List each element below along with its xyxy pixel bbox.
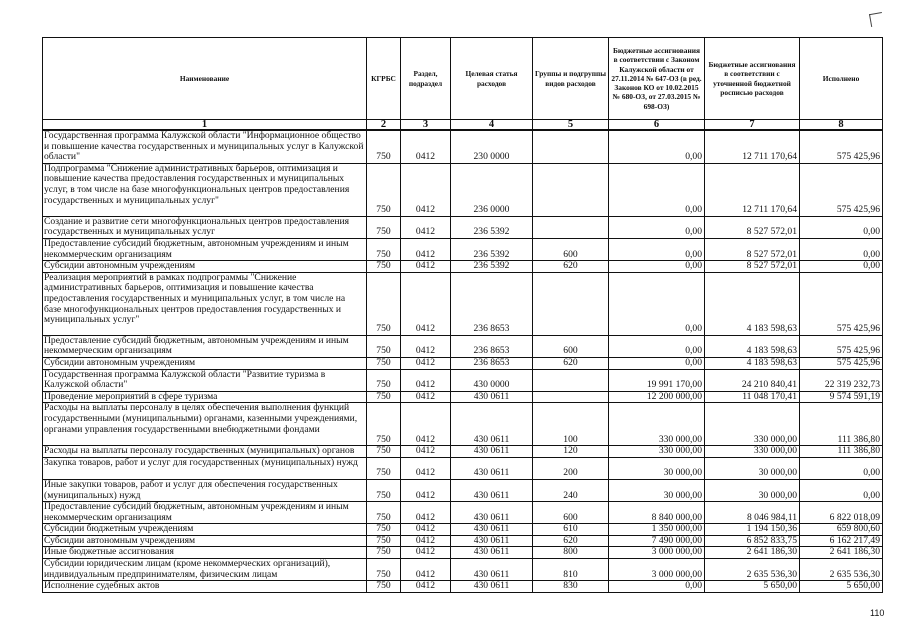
header-section: Раздел, подраздел <box>401 38 451 120</box>
row-target: 236 8653 <box>451 272 533 335</box>
row-group: 620 <box>533 357 609 369</box>
row-ktrbs: 750 <box>367 403 401 446</box>
row-executed: 22 319 232,73 <box>800 369 883 391</box>
row-group: 620 <box>533 535 609 547</box>
row-refined-allocation: 2 641 186,30 <box>705 547 800 559</box>
row-refined-allocation: 330 000,00 <box>705 446 800 458</box>
row-group <box>533 272 609 335</box>
row-name: Исполнение судебных актов <box>43 581 367 593</box>
row-executed: 0,00 <box>800 216 883 238</box>
row-target: 430 0611 <box>451 502 533 524</box>
row-target: 430 0000 <box>451 369 533 391</box>
row-refined-allocation: 4 183 598,63 <box>705 272 800 335</box>
row-ktrbs: 750 <box>367 502 401 524</box>
row-law-allocation: 0,00 <box>609 272 705 335</box>
row-target: 236 0000 <box>451 163 533 216</box>
row-law-allocation: 0,00 <box>609 216 705 238</box>
row-name: Закупка товаров, работ и услуг для государственных (муниципальных) нужд <box>43 457 367 479</box>
row-target: 236 8653 <box>451 357 533 369</box>
row-group: 200 <box>533 457 609 479</box>
row-refined-allocation: 5 650,00 <box>705 581 800 593</box>
table-row <box>43 216 883 238</box>
header-target: Целевая статья расходов <box>451 38 533 120</box>
row-section: 0412 <box>401 272 451 335</box>
row-executed: 575 425,96 <box>800 335 883 357</box>
row-law-allocation: 30 000,00 <box>609 457 705 479</box>
header-refined-allocations: Бюджетные ассигнования в соответствии с уточненной бюджетной росписью расходов <box>705 38 800 120</box>
row-refined-allocation: 24 210 840,41 <box>705 369 800 391</box>
header-executed: Исполнено <box>800 38 883 120</box>
row-group: 800 <box>533 547 609 559</box>
row-ktrbs: 750 <box>367 261 401 273</box>
row-group: 100 <box>533 403 609 446</box>
row-group <box>533 130 609 163</box>
row-refined-allocation: 1 194 150,36 <box>705 524 800 536</box>
row-refined-allocation: 330 000,00 <box>705 403 800 446</box>
row-target: 236 8653 <box>451 335 533 357</box>
table-row <box>43 479 883 501</box>
row-executed: 0,00 <box>800 261 883 273</box>
table-row <box>43 581 883 593</box>
row-name: Предоставление субсидий бюджетным, автономным учреждениям и иным некоммерческим организациям <box>43 335 367 357</box>
row-executed: 575 425,96 <box>800 130 883 163</box>
row-refined-allocation: 6 852 833,75 <box>705 535 800 547</box>
row-ktrbs: 750 <box>367 238 401 260</box>
row-group: 600 <box>533 238 609 260</box>
row-target: 430 0611 <box>451 457 533 479</box>
row-section: 0412 <box>401 457 451 479</box>
row-executed: 111 386,80 <box>800 403 883 446</box>
table-row <box>43 163 883 216</box>
row-group: 810 <box>533 559 609 581</box>
row-group: 610 <box>533 524 609 536</box>
row-refined-allocation: 12 711 170,64 <box>705 163 800 216</box>
row-target: 430 0611 <box>451 581 533 593</box>
row-section: 0412 <box>401 524 451 536</box>
row-target: 430 0611 <box>451 559 533 581</box>
row-ktrbs: 750 <box>367 547 401 559</box>
table-row <box>43 559 883 581</box>
row-law-allocation: 1 350 000,00 <box>609 524 705 536</box>
row-ktrbs: 750 <box>367 457 401 479</box>
table-row <box>43 130 883 163</box>
row-section: 0412 <box>401 357 451 369</box>
row-target: 430 0611 <box>451 403 533 446</box>
row-executed: 9 574 591,19 <box>800 391 883 403</box>
column-number: 7 <box>705 120 800 131</box>
column-number-row <box>43 120 883 131</box>
table-row <box>43 261 883 273</box>
row-ktrbs: 750 <box>367 479 401 501</box>
row-group <box>533 163 609 216</box>
row-group: 600 <box>533 335 609 357</box>
row-law-allocation: 8 840 000,00 <box>609 502 705 524</box>
row-law-allocation: 0,00 <box>609 261 705 273</box>
row-section: 0412 <box>401 163 451 216</box>
row-refined-allocation: 30 000,00 <box>705 479 800 501</box>
row-executed: 0,00 <box>800 238 883 260</box>
row-refined-allocation: 30 000,00 <box>705 457 800 479</box>
row-ktrbs: 750 <box>367 581 401 593</box>
row-ktrbs: 750 <box>367 391 401 403</box>
row-target: 430 0611 <box>451 391 533 403</box>
row-name: Предоставление субсидий бюджетным, автономным учреждениям и иным некоммерческим организациям <box>43 502 367 524</box>
row-law-allocation: 3 000 000,00 <box>609 547 705 559</box>
row-target: 236 5392 <box>451 216 533 238</box>
row-section: 0412 <box>401 446 451 458</box>
column-number: 5 <box>533 120 609 131</box>
row-ktrbs: 750 <box>367 369 401 391</box>
row-target: 430 0611 <box>451 479 533 501</box>
row-refined-allocation: 2 635 536,30 <box>705 559 800 581</box>
row-target: 230 0000 <box>451 130 533 163</box>
table-row <box>43 369 883 391</box>
row-name: Предоставление субсидий бюджетным, автономным учреждениям и иным некоммерческим организациям <box>43 238 367 260</box>
row-law-allocation: 3 000 000,00 <box>609 559 705 581</box>
column-number: 6 <box>609 120 705 131</box>
column-number: 2 <box>367 120 401 131</box>
row-target: 430 0611 <box>451 524 533 536</box>
row-refined-allocation: 12 711 170,64 <box>705 130 800 163</box>
row-law-allocation: 0,00 <box>609 357 705 369</box>
table-row <box>43 391 883 403</box>
row-executed: 6 822 018,09 <box>800 502 883 524</box>
row-law-allocation: 19 991 170,00 <box>609 369 705 391</box>
row-executed: 6 162 217,49 <box>800 535 883 547</box>
row-refined-allocation: 8 527 572,01 <box>705 216 800 238</box>
row-refined-allocation: 8 527 572,01 <box>705 261 800 273</box>
row-name: Субсидии бюджетным учреждениям <box>43 524 367 536</box>
table-row <box>43 446 883 458</box>
row-executed: 5 650,00 <box>800 581 883 593</box>
header-row <box>43 38 883 120</box>
row-name: Расходы на выплаты персоналу государственных (муниципальных) органов <box>43 446 367 458</box>
row-group: 240 <box>533 479 609 501</box>
row-ktrbs: 750 <box>367 272 401 335</box>
row-name: Иные закупки товаров, работ и услуг для обеспечения государственных (муниципальных) нужд <box>43 479 367 501</box>
row-target: 430 0611 <box>451 535 533 547</box>
row-ktrbs: 750 <box>367 535 401 547</box>
row-name: Государственная программа Калужской области "Информационное общество и повышение качества государственных и муниципальных услуг в Калужской области" <box>43 130 367 163</box>
row-ktrbs: 750 <box>367 163 401 216</box>
header-ktrbs: КГРБС <box>367 38 401 120</box>
row-name: Расходы на выплаты персоналу в целях обеспечения выполнения функций государственными (муниципальными) органами, казенными учреждениями, органами управления государственными внебюджетными фондами <box>43 403 367 446</box>
row-name: Иные бюджетные ассигнования <box>43 547 367 559</box>
row-section: 0412 <box>401 391 451 403</box>
row-name: Подпрограмма "Снижение административных барьеров, оптимизация и повышение качества предоставления государственных и муниципальных услуг, в том числе на базе многофункциональных центров предоставления государственных и муниципальных услуг" <box>43 163 367 216</box>
header-law-allocations: Бюджетные ассигнования в соответствии с Законом Калужской области от 27.11.2014 № 647-ОЗ (в ред. Законов КО от 10.02.2015 № 680-ОЗ, от 27.03.2015 № 698-ОЗ) <box>609 38 705 120</box>
row-ktrbs: 750 <box>367 446 401 458</box>
row-law-allocation: 12 200 000,00 <box>609 391 705 403</box>
table-row <box>43 272 883 335</box>
table-row <box>43 457 883 479</box>
row-ktrbs: 750 <box>367 524 401 536</box>
row-executed: 2 641 186,30 <box>800 547 883 559</box>
row-section: 0412 <box>401 335 451 357</box>
row-name: Субсидии автономным учреждениям <box>43 261 367 273</box>
row-refined-allocation: 8 527 572,01 <box>705 238 800 260</box>
row-refined-allocation: 11 048 170,41 <box>705 391 800 403</box>
pen-mark <box>869 12 884 27</box>
row-section: 0412 <box>401 216 451 238</box>
row-ktrbs: 750 <box>367 216 401 238</box>
row-target: 430 0611 <box>451 446 533 458</box>
row-group: 830 <box>533 581 609 593</box>
row-executed: 659 800,60 <box>800 524 883 536</box>
row-target: 430 0611 <box>451 547 533 559</box>
row-target: 236 5392 <box>451 261 533 273</box>
row-group <box>533 391 609 403</box>
row-ktrbs: 750 <box>367 357 401 369</box>
row-executed: 575 425,96 <box>800 272 883 335</box>
row-refined-allocation: 4 183 598,63 <box>705 335 800 357</box>
row-law-allocation: 30 000,00 <box>609 479 705 501</box>
row-law-allocation: 330 000,00 <box>609 403 705 446</box>
header-groups: Группы и подгруппы видов расходов <box>533 38 609 120</box>
row-law-allocation: 0,00 <box>609 238 705 260</box>
table-row <box>43 502 883 524</box>
row-section: 0412 <box>401 559 451 581</box>
row-section: 0412 <box>401 581 451 593</box>
row-group: 620 <box>533 261 609 273</box>
row-section: 0412 <box>401 369 451 391</box>
row-group <box>533 216 609 238</box>
row-refined-allocation: 4 183 598,63 <box>705 357 800 369</box>
row-group: 120 <box>533 446 609 458</box>
row-name: Субсидии автономным учреждениям <box>43 357 367 369</box>
row-target: 236 5392 <box>451 238 533 260</box>
row-name: Субсидии юридическим лицам (кроме некоммерческих организаций), индивидуальным предпринимателям, физическим лицам <box>43 559 367 581</box>
row-law-allocation: 7 490 000,00 <box>609 535 705 547</box>
column-number: 8 <box>800 120 883 131</box>
column-number: 3 <box>401 120 451 131</box>
row-executed: 0,00 <box>800 479 883 501</box>
row-section: 0412 <box>401 403 451 446</box>
row-section: 0412 <box>401 502 451 524</box>
header-name: Наименование <box>43 38 367 120</box>
row-section: 0412 <box>401 238 451 260</box>
table-row <box>43 535 883 547</box>
row-law-allocation: 0,00 <box>609 163 705 216</box>
row-name: Реализация мероприятий в рамках подпрограммы "Снижение административных барьеров, оптимизация и повышение качества предоставления государственных и муниципальных услуг, в том числе на базе многофункциональных центров предоставления государственных и муниципальных услуг" <box>43 272 367 335</box>
row-section: 0412 <box>401 535 451 547</box>
row-executed: 575 425,96 <box>800 163 883 216</box>
table-row <box>43 335 883 357</box>
row-section: 0412 <box>401 130 451 163</box>
row-name: Государственная программа Калужской области "Развитие туризма в Калужской области" <box>43 369 367 391</box>
row-law-allocation: 330 000,00 <box>609 446 705 458</box>
table-row <box>43 524 883 536</box>
row-executed: 111 386,80 <box>800 446 883 458</box>
row-section: 0412 <box>401 479 451 501</box>
row-ktrbs: 750 <box>367 335 401 357</box>
row-name: Субсидии автономным учреждениям <box>43 535 367 547</box>
row-executed: 0,00 <box>800 457 883 479</box>
row-ktrbs: 750 <box>367 559 401 581</box>
column-number: 1 <box>43 120 367 131</box>
row-section: 0412 <box>401 261 451 273</box>
page-number: 110 <box>870 608 885 618</box>
column-number: 4 <box>451 120 533 131</box>
row-group <box>533 369 609 391</box>
row-section: 0412 <box>401 547 451 559</box>
table-row <box>43 547 883 559</box>
table-body <box>43 130 883 592</box>
row-executed: 575 425,96 <box>800 357 883 369</box>
row-name: Проведение мероприятий в сфере туризма <box>43 391 367 403</box>
row-name: Создание и развитие сети многофункциональных центров предоставления государственных и муниципальных услуг <box>43 216 367 238</box>
row-law-allocation: 0,00 <box>609 335 705 357</box>
table-row <box>43 403 883 446</box>
budget-table <box>42 37 883 593</box>
row-refined-allocation: 8 046 984,11 <box>705 502 800 524</box>
row-group: 600 <box>533 502 609 524</box>
row-law-allocation: 0,00 <box>609 581 705 593</box>
row-law-allocation: 0,00 <box>609 130 705 163</box>
table-row <box>43 357 883 369</box>
row-ktrbs: 750 <box>367 130 401 163</box>
table-row <box>43 238 883 260</box>
row-executed: 2 635 536,30 <box>800 559 883 581</box>
